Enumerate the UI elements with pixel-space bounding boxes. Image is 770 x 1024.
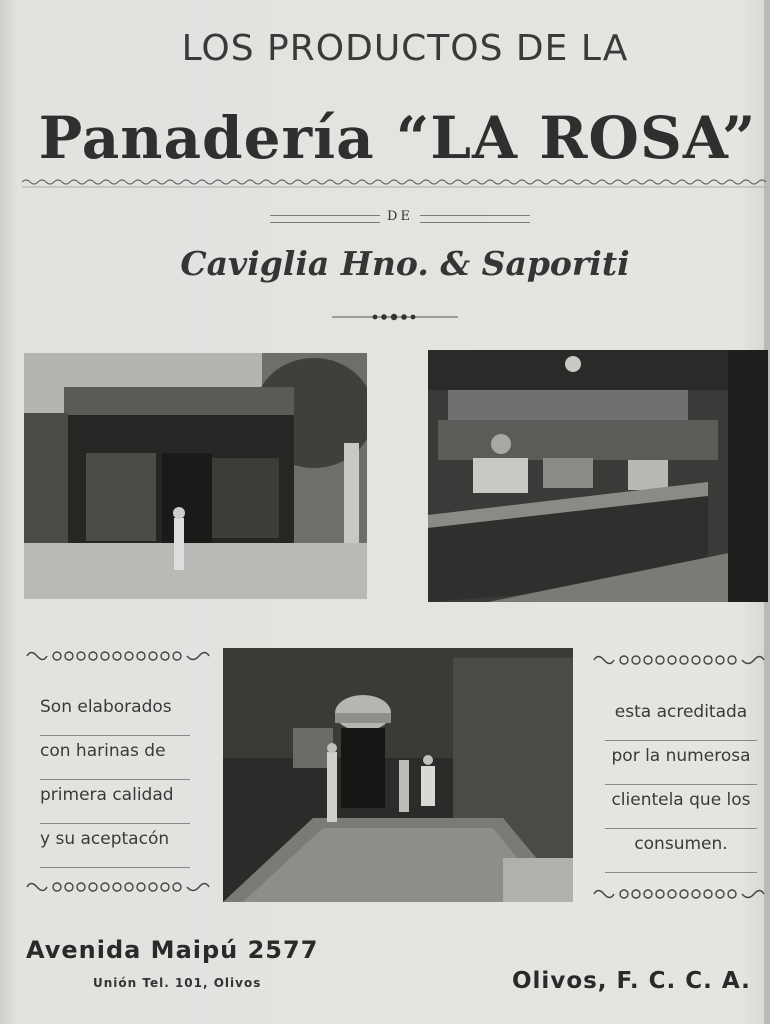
right-text-line: esta acreditada [605, 697, 757, 741]
connector-rule-left [270, 215, 380, 223]
right-text-line: clientela que los [605, 785, 757, 829]
storefront-photo [24, 353, 367, 599]
left-text-line: primera calidad [40, 780, 190, 824]
owners-name: Caviglia Hno. & Saporiti [180, 244, 630, 283]
scroll-ornament-top-left [23, 647, 211, 665]
shop-interior-photo [428, 350, 768, 602]
right-text-line: por la numerosa [605, 741, 757, 785]
left-text-line: Son elaborados [40, 692, 190, 736]
address: Avenida Maipú 2577 [26, 936, 319, 964]
scroll-ornament-bottom-left [23, 878, 211, 896]
phone: Unión Tel. 101, Olivos [93, 976, 262, 990]
left-text-block [40, 692, 190, 868]
scroll-ornament-bottom-right [590, 885, 768, 903]
connector-text: DE [387, 209, 413, 224]
title-line-1: LOS PRODUCTOS DE LA [181, 28, 629, 69]
oven-room-photo [223, 648, 573, 902]
left-text-line: con harinas de [40, 736, 190, 780]
right-text-line: consumen. [605, 829, 757, 873]
ornament-divider [332, 311, 458, 323]
connector-rule-right [420, 215, 530, 223]
left-text-line: y su aceptacón [40, 824, 190, 868]
scroll-ornament-top-right [590, 651, 768, 669]
connector-row [270, 208, 530, 228]
town: Olivos, F. C. C. A. [512, 968, 751, 994]
title-divider [22, 176, 767, 190]
right-text-block [605, 697, 757, 873]
bakery-name: Panadería “LA ROSA” [38, 104, 757, 172]
